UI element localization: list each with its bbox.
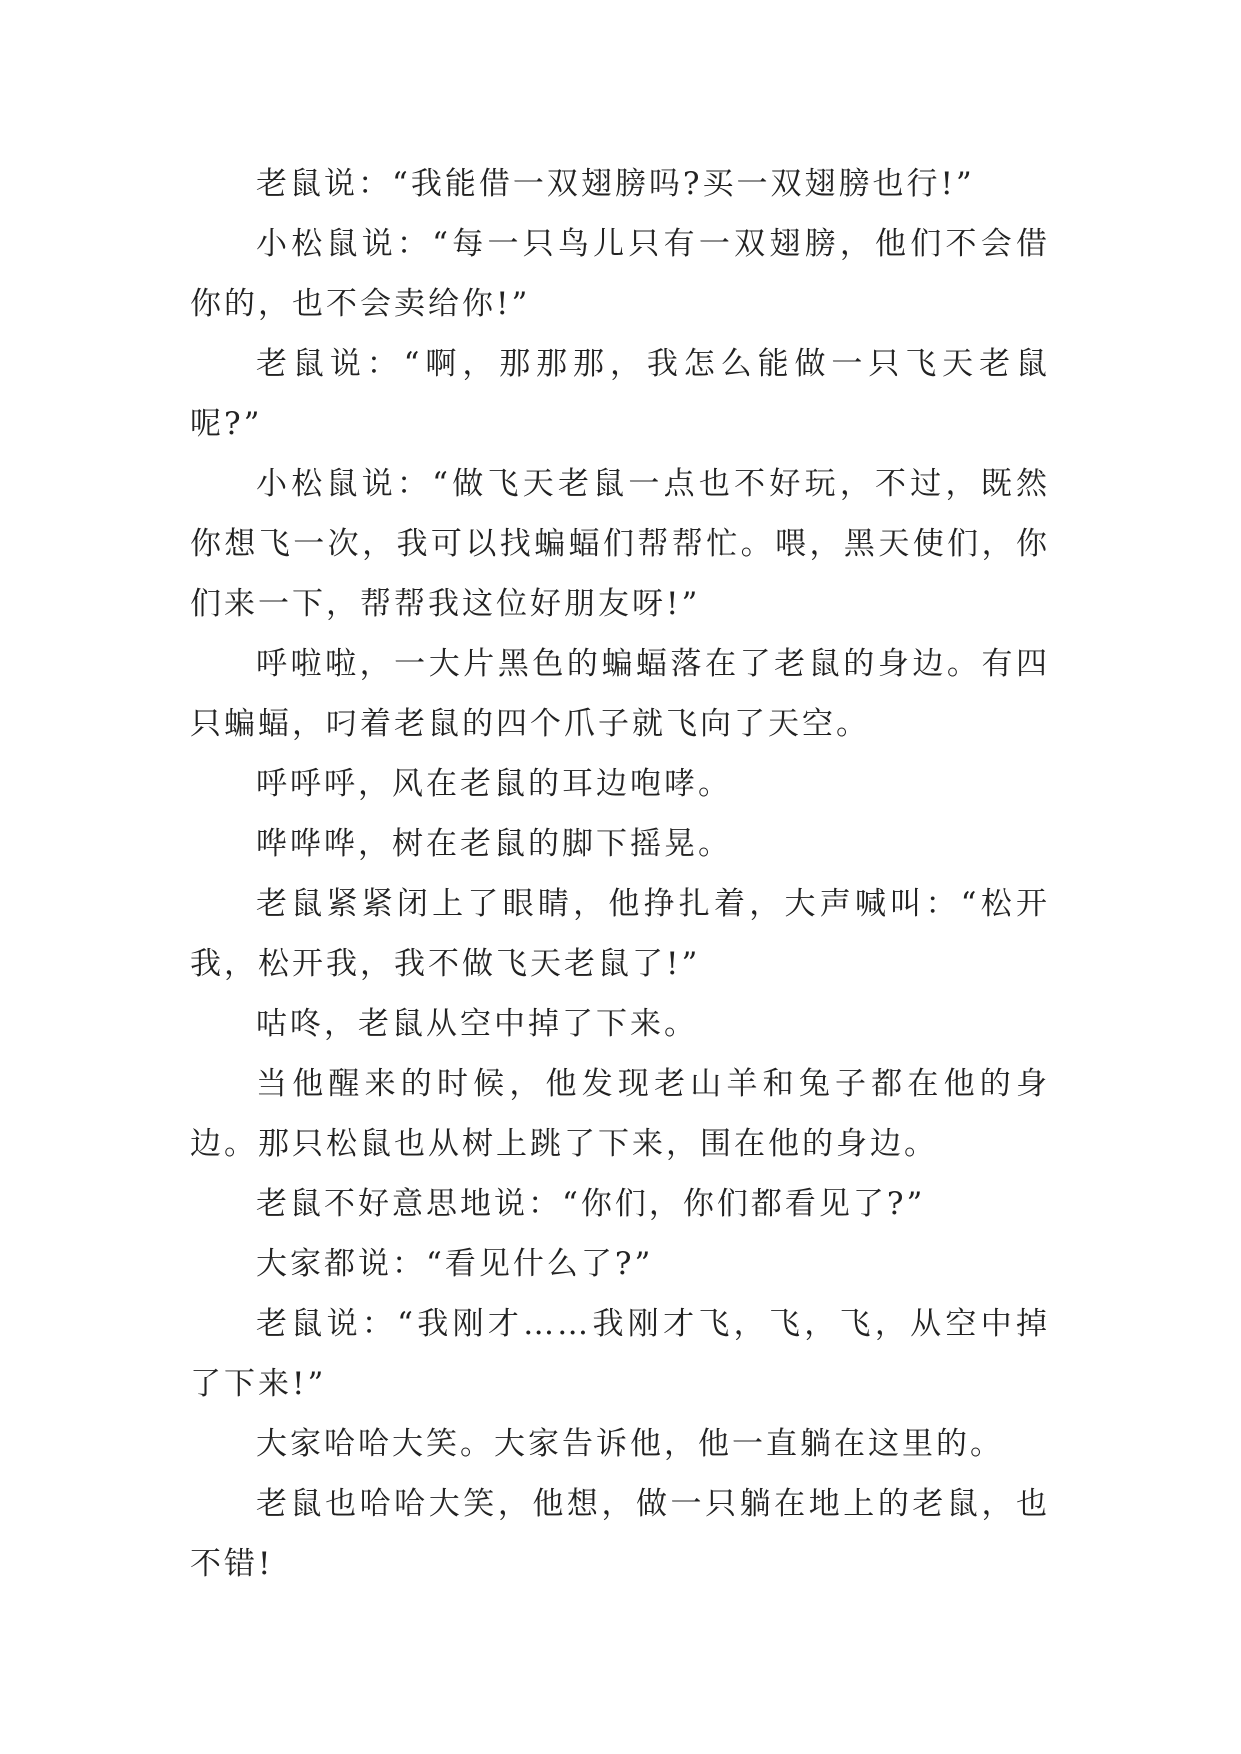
document-page [190,154,1050,1594]
paragraph-15: 老鼠也哈哈大笑，他想，做一只躺在地上的老鼠，也不错! [190,1486,1050,1582]
paragraph-2: 小松鼠说：“每一只鸟儿只有一双翅膀，他们不会借你的，也不会卖给你!” [190,226,1050,322]
paragraph-10: 当他醒来的时候，他发现老山羊和兔子都在他的身边。那只松鼠也从树上跳了下来，围在他的身边。 [190,1066,1050,1162]
paragraph-9: 咕咚，老鼠从空中掉了下来。 [256,1006,698,1042]
paragraph-1: 老鼠说：“我能借一双翅膀吗?买一双翅膀也行!” [256,166,975,202]
paragraph-5: 呼啦啦，一大片黑色的蝙蝠落在了老鼠的身边。有四只蝙蝠，叼着老鼠的四个爪子就飞向了天空。 [190,646,1050,742]
paragraph-3: 老鼠说：“啊，那那那，我怎么能做一只飞天老鼠呢?” [190,346,1050,442]
paragraph-6: 呼呼呼，风在老鼠的耳边咆哮。 [256,766,732,802]
paragraph-11: 老鼠不好意思地说：“你们，你们都看见了?” [256,1186,926,1222]
paragraph-7: 哗哗哗，树在老鼠的脚下摇晃。 [256,826,732,862]
paragraph-12: 大家都说：“看见什么了?” [256,1246,654,1282]
paragraph-14: 大家哈哈大笑。大家告诉他，他一直躺在这里的。 [256,1426,1004,1462]
paragraph-4: 小松鼠说：“做飞天老鼠一点也不好玩，不过，既然你想飞一次，我可以找蝙蝠们帮帮忙。喂，黑天使们，你们来一下，帮帮我这位好朋友呀!” [190,466,1050,622]
paragraph-13: 老鼠说：“我刚才……我刚才飞，飞，飞，从空中掉了下来!” [190,1306,1050,1402]
paragraph-8: 老鼠紧紧闭上了眼睛，他挣扎着，大声喊叫：“松开我，松开我，我不做飞天老鼠了!” [190,886,1050,982]
